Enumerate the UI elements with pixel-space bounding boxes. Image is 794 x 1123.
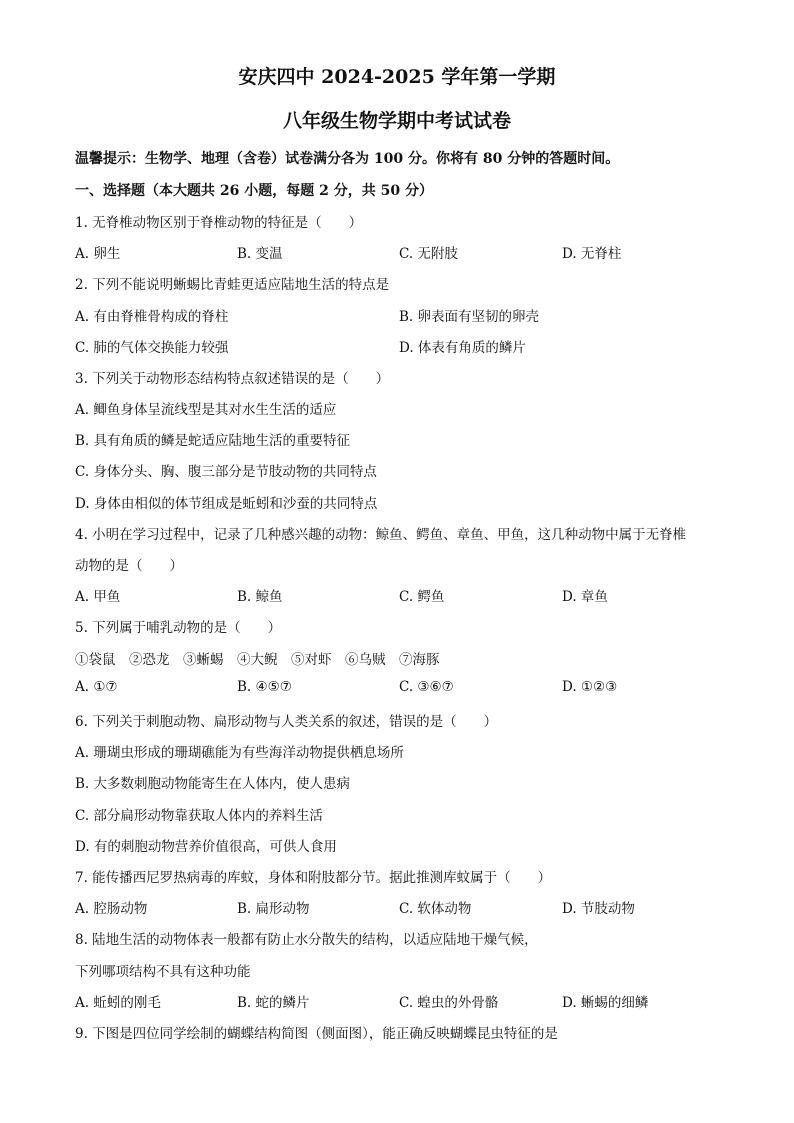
question-8-stem-cont: 下列哪项结构不具有这种功能: [75, 964, 251, 980]
question-6-option-b: B. 大多数刺胞动物能寄生在人体内，使人患病: [75, 776, 351, 792]
question-6-option-c: C. 部分扁形动物靠获取人体内的养料生活: [75, 808, 323, 824]
question-5-option-d: D. ①②③: [562, 679, 618, 695]
question-7-option-d: D. 节肢动物: [562, 901, 635, 917]
question-4-stem: 4. 小明在学习过程中，记录了几种感兴趣的动物：鲸鱼、鳄鱼、章鱼、甲鱼，这几种动物中属于无脊椎: [75, 527, 687, 543]
question-7-option-a: A. 腔肠动物: [75, 901, 148, 917]
notice: 温馨提示：生物学、地理（含卷）试卷满分各为 100 分。你将有 80 分钟的答题时间。: [75, 151, 620, 167]
question-4-option-b: B. 鲸鱼: [237, 589, 283, 605]
exam-title: 安庆四中 2024-2025 学年第一学期: [238, 66, 556, 88]
question-2-stem: 2. 下列不能说明蜥蜴比青蛙更适应陆地生活的特点是: [75, 277, 390, 293]
question-8-option-b: B. 蛇的鳞片: [237, 995, 310, 1011]
question-8-option-a: A. 蚯蚓的刚毛: [75, 995, 161, 1011]
question-3-option-a: A. 鲫鱼身体呈流线型是其对水生生活的适应: [75, 402, 337, 418]
question-8-option-d: D. 蜥蜴的细鳞: [562, 995, 649, 1011]
question-1-option-c: C. 无附肢: [399, 246, 458, 262]
question-6-option-d: D. 有的刺胞动物营养价值很高，可供人食用: [75, 839, 337, 855]
question-3-stem: 3. 下列关于动物形态结构特点叙述错误的是（ ）: [75, 371, 390, 387]
question-5-stem: 5. 下列属于哺乳动物的是（ ）: [75, 620, 282, 636]
question-1-option-d: D. 无脊柱: [562, 246, 622, 262]
question-5-list: ①袋鼠 ②恐龙 ③蜥蜴 ④大鲵 ⑤对虾 ⑥乌贼 ⑦海豚: [75, 652, 440, 668]
question-3-option-c: C. 身体分头、胸、腹三部分是节肢动物的共同特点: [75, 464, 377, 480]
question-7-stem: 7. 能传播西尼罗热病毒的库蚊，身体和附肢都分节。据此推测库蚊属于（ ）: [75, 870, 552, 886]
question-8-option-c: C. 蝗虫的外骨骼: [399, 995, 499, 1011]
question-2-option-d: D. 体表有角质的鳞片: [399, 340, 526, 356]
question-7-option-c: C. 软体动物: [399, 901, 472, 917]
question-1-option-b: B. 变温: [237, 246, 283, 262]
question-4-option-c: C. 鳄鱼: [399, 589, 445, 605]
question-4-stem-cont: 动物的是（ ）: [75, 558, 183, 574]
question-1-stem: 1. 无脊椎动物区别于脊椎动物的特征是（ ）: [75, 215, 363, 231]
question-2-option-b: B. 卵表面有坚韧的卵壳: [399, 309, 540, 325]
question-5-option-b: B. ④⑤⑦: [237, 679, 292, 695]
question-3-option-b: B. 具有角质的鳞是蛇适应陆地生活的重要特征: [75, 433, 351, 449]
question-5-option-c: C. ③⑥⑦: [399, 679, 454, 695]
question-7-option-b: B. 扁形动物: [237, 901, 310, 917]
question-9-stem: 9. 下图是四位同学绘制的蝴蝶结构简图（侧面图），能正确反映蝴蝶昆虫特征的是: [75, 1026, 558, 1042]
question-3-option-d: D. 身体由相似的体节组成是蚯蚓和沙蚕的共同特点: [75, 496, 378, 512]
section-heading: 一、选择题（本大题共 26 小题，每题 2 分，共 50 分）: [75, 183, 433, 199]
question-2-option-c: C. 肺的气体交换能力较强: [75, 340, 229, 356]
question-4-option-d: D. 章鱼: [562, 589, 608, 605]
question-1-option-a: A. 卵生: [75, 246, 121, 262]
question-6-stem: 6. 下列关于刺胞动物、扁形动物与人类关系的叙述，错误的是（ ）: [75, 714, 498, 730]
question-2-option-a: A. 有由脊椎骨构成的脊柱: [75, 309, 229, 325]
question-8-stem: 8. 陆地生活的动物体表一般都有防止水分散失的结构，以适应陆地干燥气候，: [75, 932, 538, 948]
exam-subtitle: 八年级生物学期中考试试卷: [282, 110, 511, 132]
question-5-option-a: A. ①⑦: [75, 679, 118, 695]
question-4-option-a: A. 甲鱼: [75, 589, 121, 605]
question-6-option-a: A. 珊瑚虫形成的珊瑚礁能为有些海洋动物提供栖息场所: [75, 745, 404, 761]
